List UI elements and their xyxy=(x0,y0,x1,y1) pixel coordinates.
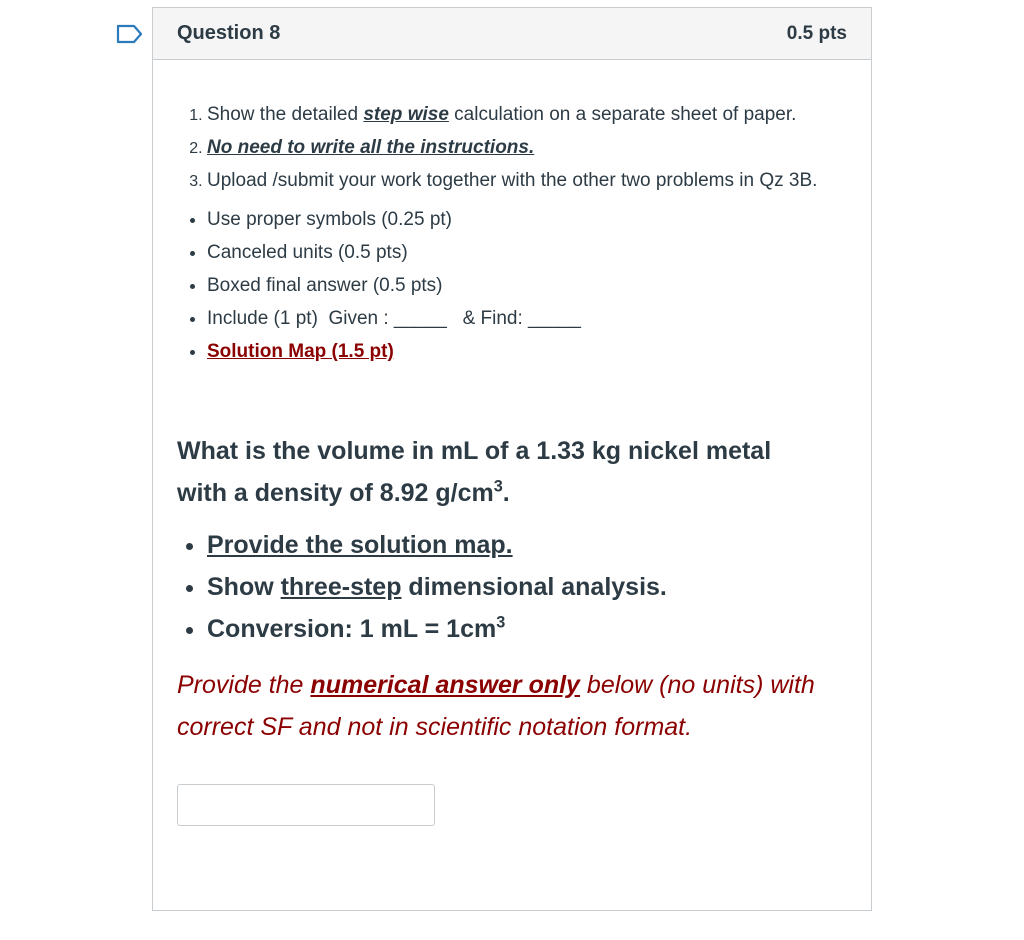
no-need-emphasis: No need to write all the instructions. xyxy=(207,137,535,158)
rubric-item: • Include (1 pt) Given : _____ & Find: _____ xyxy=(207,302,847,335)
instruction-list xyxy=(177,98,847,197)
instruction-text: Show the detailed xyxy=(207,104,364,125)
rubric-item: • Boxed final answer (0.5 pts) xyxy=(207,269,847,302)
question-points: 0.5 pts xyxy=(786,22,847,44)
rubric-list xyxy=(177,203,847,368)
note-text: Provide the xyxy=(177,671,311,699)
rubric-item: • Use proper symbols (0.25 pt) xyxy=(207,203,847,236)
answer-note xyxy=(177,664,857,748)
main-question-text: What is the volume in mL of a 1.33 kg nickel metal with a density of 8.92 g/cm xyxy=(177,437,772,507)
task-text: dimensional analysis. xyxy=(401,573,667,601)
exponent: 3 xyxy=(493,477,503,496)
main-question-end: . xyxy=(502,479,510,507)
rubric-item xyxy=(207,335,847,368)
solution-map-link[interactable]: Solution Map (1.5 pt) xyxy=(207,341,394,362)
instruction-text: Upload /submit your work together with the other two problems in Qz 3B. xyxy=(207,170,818,191)
instruction-item xyxy=(207,164,847,197)
question-body xyxy=(153,60,871,826)
instruction-item xyxy=(207,131,847,164)
three-step-emphasis: three-step xyxy=(280,573,402,601)
task-list xyxy=(177,524,847,650)
question-card xyxy=(152,7,872,911)
flag-question-icon[interactable] xyxy=(116,24,144,44)
step-wise-emphasis: step wise xyxy=(363,104,449,125)
rubric-item: • Canceled units (0.5 pts) xyxy=(207,236,847,269)
task-text: Show xyxy=(207,573,281,601)
question-title: Question 8 xyxy=(177,22,281,44)
task-item xyxy=(207,608,847,650)
exponent: 3 xyxy=(496,613,506,632)
question-header xyxy=(153,8,871,60)
answer-input[interactable] xyxy=(177,784,435,826)
task-item xyxy=(207,524,847,566)
solution-map-task: Provide the solution map. xyxy=(207,531,513,559)
main-question xyxy=(177,430,817,514)
instruction-item xyxy=(207,98,847,131)
task-item xyxy=(207,566,847,608)
note-text: below (no units) with correct SF and not in scientific notation format. xyxy=(177,671,815,741)
instruction-text: calculation on a separate sheet of paper. xyxy=(448,104,797,125)
conversion-text: Conversion: 1 mL = 1cm xyxy=(207,615,497,643)
numerical-answer-emphasis: numerical answer only xyxy=(310,671,580,699)
